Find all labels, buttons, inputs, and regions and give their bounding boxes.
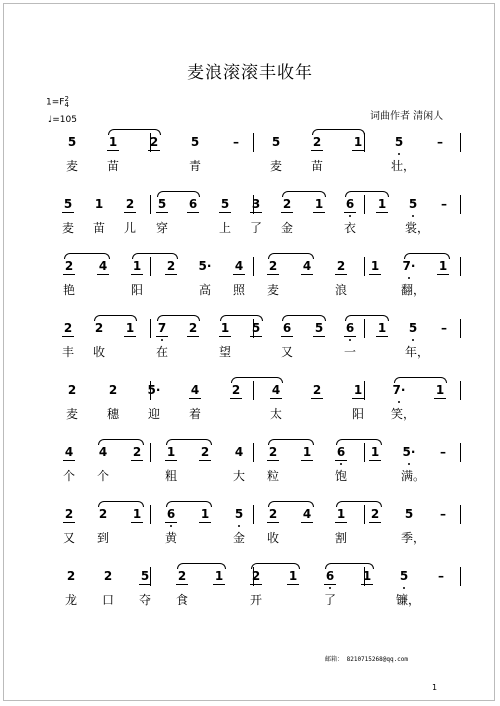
note: 1	[125, 321, 135, 335]
note: 5	[140, 569, 150, 583]
note: 1	[214, 569, 224, 583]
lyric: 一	[343, 345, 356, 359]
lyric: 了	[249, 221, 262, 235]
lyric: 上	[218, 221, 231, 235]
eighth-underline	[165, 522, 177, 523]
lyric: 穿	[155, 221, 168, 235]
eighth-underline	[131, 274, 143, 275]
eighth-underline	[219, 212, 231, 213]
note: 4	[190, 383, 200, 397]
slur	[282, 191, 326, 197]
note: 1	[94, 197, 104, 211]
barline	[460, 505, 461, 524]
eighth-underline	[63, 522, 75, 523]
note: 2	[188, 321, 198, 335]
lyric: 高	[198, 283, 211, 297]
eighth-underline	[437, 274, 449, 275]
eighth-underline	[187, 336, 199, 337]
sustain-dash: –	[441, 321, 447, 335]
note: 2	[200, 445, 210, 459]
note: 2	[66, 569, 76, 583]
note: 2	[64, 259, 74, 273]
slur	[251, 563, 300, 569]
slur	[166, 501, 212, 507]
time-numerator: 2	[64, 95, 69, 103]
note: 4	[98, 259, 108, 273]
lyric: 年，	[405, 345, 430, 359]
sustain-dash: –	[440, 507, 446, 521]
lyric: 衣	[343, 221, 356, 235]
eighth-underline	[139, 584, 151, 585]
lyric: 割	[334, 531, 347, 545]
barline	[460, 319, 461, 338]
note: 4	[271, 383, 281, 397]
barline	[460, 567, 461, 586]
slur	[132, 253, 178, 259]
slur	[336, 439, 382, 445]
note: 2	[282, 197, 292, 211]
eighth-underline	[187, 212, 199, 213]
slur	[220, 315, 263, 321]
note: 1	[377, 321, 387, 335]
lyric: 儿	[123, 221, 136, 235]
note: 4	[234, 259, 244, 273]
lyric: 阳	[130, 283, 143, 297]
note: 5	[67, 135, 77, 149]
eighth-underline	[352, 398, 364, 399]
score-system	[0, 257, 500, 317]
lower-octave-dot	[398, 401, 400, 403]
note: 6	[188, 197, 198, 211]
eighth-underline	[301, 522, 313, 523]
eighth-underline	[376, 212, 388, 213]
slur	[94, 315, 137, 321]
note: 4	[302, 507, 312, 521]
lyric: 苗	[310, 159, 323, 173]
note: 2	[103, 569, 113, 583]
barline	[150, 195, 151, 214]
lower-octave-dot	[398, 153, 400, 155]
lyric: 金	[232, 531, 245, 545]
note: 5	[408, 321, 418, 335]
eighth-underline	[369, 274, 381, 275]
note: 5·	[198, 259, 212, 273]
slur	[345, 191, 389, 197]
eighth-underline	[62, 212, 74, 213]
barline	[253, 133, 254, 152]
lyric: 麦	[61, 221, 74, 235]
eighth-underline	[313, 212, 325, 213]
lyric: 迎	[147, 407, 160, 421]
note: 6	[345, 197, 355, 211]
score-system	[0, 133, 500, 193]
eighth-underline	[156, 336, 168, 337]
barline	[150, 505, 151, 524]
sustain-dash: –	[233, 135, 239, 149]
note: 2	[132, 445, 142, 459]
eighth-underline	[335, 274, 347, 275]
note: 1	[288, 569, 298, 583]
score-system	[0, 381, 500, 441]
eighth-underline	[230, 398, 242, 399]
lyric: 金	[280, 221, 293, 235]
lyric: 个	[62, 469, 75, 483]
lower-octave-dot	[403, 587, 405, 589]
sustain-dash: –	[438, 569, 444, 583]
note: 1	[353, 383, 363, 397]
slur	[64, 253, 110, 259]
note: 1	[314, 197, 324, 211]
note: 2	[125, 197, 135, 211]
barline	[364, 505, 365, 524]
note: 2	[251, 569, 261, 583]
eighth-underline	[107, 150, 119, 151]
eighth-underline	[189, 398, 201, 399]
note: 1	[132, 259, 142, 273]
note: 5	[314, 321, 324, 335]
note: 7·	[402, 259, 416, 273]
lyric: 照	[232, 283, 245, 297]
note: 5·	[147, 383, 161, 397]
note: 5	[399, 569, 409, 583]
slur	[312, 129, 365, 135]
note: 4	[64, 445, 74, 459]
lower-octave-dot	[412, 339, 414, 341]
slur	[268, 253, 314, 259]
lower-octave-dot	[170, 525, 172, 527]
eighth-underline	[335, 522, 347, 523]
barline	[150, 257, 151, 276]
note: 2	[94, 321, 104, 335]
lyric: 麦	[269, 159, 282, 173]
sustain-dash: –	[437, 135, 443, 149]
eighth-underline	[131, 522, 143, 523]
barline	[253, 381, 254, 400]
contact-email: 邮箱： 8210715268@qq.com	[325, 656, 409, 663]
lyric: 口	[101, 593, 114, 607]
note: 1	[108, 135, 118, 149]
time-signature	[64, 96, 68, 108]
eighth-underline	[361, 584, 373, 585]
note: 5	[271, 135, 281, 149]
note: 5	[251, 321, 261, 335]
slur	[336, 501, 382, 507]
barline	[460, 133, 461, 152]
slur	[268, 501, 314, 507]
lyric: 浪	[334, 283, 347, 297]
eighth-underline	[124, 336, 136, 337]
lower-octave-dot	[161, 339, 163, 341]
note: 5	[157, 197, 167, 211]
lyric: 望	[218, 345, 231, 359]
lyric: 大	[232, 469, 245, 483]
lyric: 又	[62, 531, 75, 545]
barline	[364, 319, 365, 338]
barline	[253, 505, 254, 524]
eighth-underline	[270, 398, 282, 399]
lyric: 穗	[106, 407, 119, 421]
barline	[460, 381, 461, 400]
note: 6	[345, 321, 355, 335]
note: 4	[98, 445, 108, 459]
slur	[268, 439, 314, 445]
eighth-underline	[313, 336, 325, 337]
slur	[108, 129, 161, 135]
lyric: 太	[269, 407, 282, 421]
eighth-underline	[301, 460, 313, 461]
eighth-underline	[124, 212, 136, 213]
eighth-underline	[267, 522, 279, 523]
quarter-note-icon: ♩	[48, 115, 53, 125]
note: 4	[302, 259, 312, 273]
lower-octave-dot	[349, 215, 351, 217]
note: 1	[438, 259, 448, 273]
lyric: 笑，	[391, 407, 416, 421]
note: 2	[312, 135, 322, 149]
barline	[460, 195, 461, 214]
eighth-underline	[176, 584, 188, 585]
score-system	[0, 443, 500, 503]
note: 6	[325, 569, 335, 583]
note: 2	[268, 507, 278, 521]
lyric: 麦	[65, 159, 78, 173]
barline	[253, 257, 254, 276]
eighth-underline	[97, 274, 109, 275]
note: 2	[98, 507, 108, 521]
note: 2	[370, 507, 380, 521]
note: 5	[63, 197, 73, 211]
lyric: 到	[96, 531, 109, 545]
note: 2	[177, 569, 187, 583]
lyric: 青	[188, 159, 201, 173]
eighth-underline	[281, 212, 293, 213]
note: 1	[377, 197, 387, 211]
lyric: 着	[188, 407, 201, 421]
lyric: 龙	[64, 593, 77, 607]
eighth-underline	[63, 460, 75, 461]
barline	[460, 257, 461, 276]
eighth-underline	[287, 584, 299, 585]
eighth-underline	[165, 460, 177, 461]
eighth-underline	[199, 522, 211, 523]
eighth-underline	[148, 150, 160, 151]
note: 5	[190, 135, 200, 149]
barline	[364, 195, 365, 214]
note: 1	[353, 135, 363, 149]
note: 3	[251, 197, 261, 211]
eighth-underline	[311, 150, 323, 151]
note: 1	[302, 445, 312, 459]
note: 2	[336, 259, 346, 273]
barline	[150, 319, 151, 338]
note: 1	[362, 569, 372, 583]
eighth-underline	[335, 460, 347, 461]
score-system	[0, 567, 500, 627]
note: 6	[282, 321, 292, 335]
lyric: 艳	[62, 283, 75, 297]
note: 2	[63, 321, 73, 335]
note: 2	[64, 507, 74, 521]
note: 1	[336, 507, 346, 521]
note: 6	[166, 507, 176, 521]
lyric: 苗	[106, 159, 119, 173]
lyric: 壮，	[391, 159, 416, 173]
key-prefix: 1=F	[46, 97, 65, 108]
slur	[325, 563, 374, 569]
lyric: 麦	[266, 283, 279, 297]
lyric: 翻，	[401, 283, 426, 297]
note: 1	[166, 445, 176, 459]
barline	[150, 443, 151, 462]
barline	[460, 443, 461, 462]
note: 1	[132, 507, 142, 521]
lower-octave-dot	[349, 339, 351, 341]
composer-credit: 词曲作者 清闲人	[370, 111, 444, 122]
note: 2	[67, 383, 77, 397]
lyric: 夺	[138, 593, 151, 607]
eighth-underline	[62, 336, 74, 337]
eighth-underline	[352, 150, 364, 151]
note: 1	[220, 321, 230, 335]
note: 2	[149, 135, 159, 149]
eighth-underline	[267, 460, 279, 461]
lower-octave-dot	[412, 215, 414, 217]
note: 2	[108, 383, 118, 397]
barline	[364, 443, 365, 462]
lyric: 阳	[351, 407, 364, 421]
eighth-underline	[250, 584, 262, 585]
lyric: 开	[249, 593, 262, 607]
eighth-underline	[250, 336, 262, 337]
lower-octave-dot	[340, 463, 342, 465]
eighth-underline	[281, 336, 293, 337]
score-system	[0, 505, 500, 565]
eighth-underline	[369, 522, 381, 523]
lyric: 在	[155, 345, 168, 359]
page-number: 1	[432, 683, 438, 692]
slur	[282, 315, 326, 321]
eighth-underline	[165, 274, 177, 275]
barline	[364, 257, 365, 276]
note: 5	[394, 135, 404, 149]
note: 5	[408, 197, 418, 211]
note: 5	[220, 197, 230, 211]
lyric: 黄	[164, 531, 177, 545]
note: 5·	[402, 445, 416, 459]
eighth-underline	[219, 336, 231, 337]
barline	[253, 443, 254, 462]
eighth-underline	[63, 274, 75, 275]
lyric: 季，	[401, 531, 426, 545]
lower-octave-dot	[329, 587, 331, 589]
sustain-dash: –	[440, 445, 446, 459]
slur	[98, 501, 144, 507]
slur	[177, 563, 226, 569]
note: 2	[268, 259, 278, 273]
slur	[157, 315, 200, 321]
eighth-underline	[376, 336, 388, 337]
eighth-underline	[233, 274, 245, 275]
note: 1	[200, 507, 210, 521]
lyric: 饱	[334, 469, 347, 483]
eighth-underline	[250, 212, 262, 213]
note: 6	[336, 445, 346, 459]
lyric: 又	[280, 345, 293, 359]
eighth-underline	[344, 212, 356, 213]
eighth-underline	[131, 460, 143, 461]
lyric: 收	[92, 345, 105, 359]
slur	[166, 439, 212, 445]
lower-octave-dot	[238, 525, 240, 527]
note: 2	[166, 259, 176, 273]
song-title: 麦浪滚滚丰收年	[187, 63, 313, 83]
score-system	[0, 195, 500, 255]
slur	[404, 253, 450, 259]
lyric: 粒	[266, 469, 279, 483]
lyric: 了	[323, 593, 336, 607]
eighth-underline	[199, 460, 211, 461]
lyric: 苗	[92, 221, 105, 235]
note: 7·	[392, 383, 406, 397]
eighth-underline	[369, 460, 381, 461]
note: 4	[234, 445, 244, 459]
slur	[394, 377, 447, 383]
note: 1	[370, 259, 380, 273]
eighth-underline	[311, 398, 323, 399]
lyric: 粗	[164, 469, 177, 483]
eighth-underline	[213, 584, 225, 585]
tempo-value: =105	[52, 115, 77, 125]
lyric: 丰	[61, 345, 74, 359]
eighth-underline	[344, 336, 356, 337]
note: 2	[231, 383, 241, 397]
slur	[345, 315, 389, 321]
lyric: 麦	[65, 407, 78, 421]
eighth-underline	[156, 212, 168, 213]
lower-octave-dot	[408, 463, 410, 465]
lower-octave-dot	[408, 277, 410, 279]
note: 1	[435, 383, 445, 397]
note: 7	[157, 321, 167, 335]
slur	[157, 191, 200, 197]
eighth-underline	[267, 274, 279, 275]
note: 5	[234, 507, 244, 521]
note: 2	[312, 383, 322, 397]
key-signature	[46, 96, 69, 108]
lyric: 收	[266, 531, 279, 545]
lyric: 食	[175, 593, 188, 607]
lyric: 镰，	[396, 593, 421, 607]
lyric: 满。	[401, 469, 426, 483]
score-system	[0, 319, 500, 379]
time-denominator: 4	[64, 101, 69, 109]
eighth-underline	[301, 274, 313, 275]
slur	[98, 439, 144, 445]
tempo-mark	[48, 115, 77, 125]
eighth-underline	[434, 398, 446, 399]
note: 5	[404, 507, 414, 521]
slur	[231, 377, 283, 383]
lyric: 裳，	[405, 221, 430, 235]
note: 1	[370, 445, 380, 459]
lyric: 个	[96, 469, 109, 483]
eighth-underline	[324, 584, 336, 585]
note: 2	[268, 445, 278, 459]
sustain-dash: –	[441, 197, 447, 211]
